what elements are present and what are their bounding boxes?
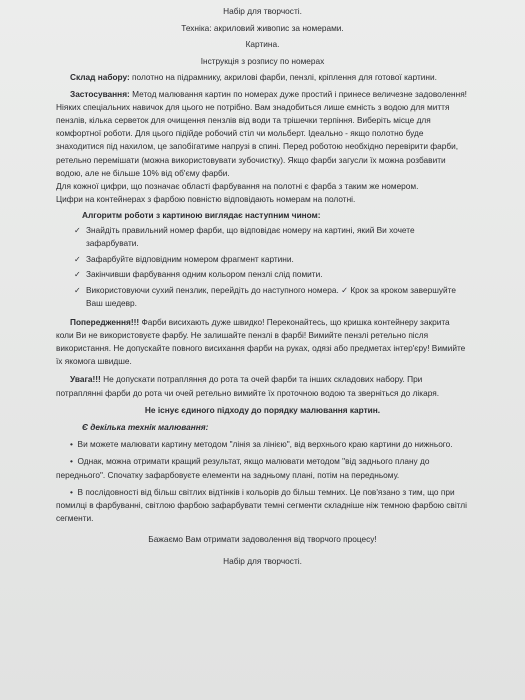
step-text: Закінчивши фарбування одним кольором пензлі слід помити. [86,269,323,280]
algorithm-step [74,284,469,310]
technique-item [56,486,469,526]
technique-text: Ви можете малювати картину методом "лінія за лінією", від верхнього краю картини до нижнього. [77,439,453,450]
usage-line-numbers: Цифри на контейнерах з фарбою повністю відповідають номерам на полотні. [56,194,356,205]
algorithm-step [74,224,469,250]
header-painting: Картина. [245,39,280,50]
bullet-icon: • [70,486,73,497]
usage-text: Метод малювання картин по номерах дуже простий і принесе величезне задоволення! Ніяких спеціальних навичок для цього не потрібно. Вам знадобиться лише ємність з водою для миття пензлів, кілька серветок для очищення пензлів від води та трішечки терпіння. Виберіть місце для комфортної роботи. Для цього підійде робочий стіл чи мольберт. Ідеально - якщо полотно буде знаходитися під нахилом, це запобігатиме напрузі в спині. Перед роботою необхідно перевірити фарби, ретельно перемішати (можна використовувати зубочистку). Якщо фарби загусли їх можна розбавити водою, але не більше 10% від об'єму фарби. [56,88,467,178]
bullet-icon: • [70,439,73,450]
kit-label: Склад набору: [70,72,130,83]
header-instruction: Інструкція з розпису по номерах [200,55,325,66]
warning-text: Фарби висихають дуже швидко! Переконайтесь, що кришка контейнеру закрита коли Ви не використовуєте фарбу. Не залишайте пензлі в фарбі! Вимийте пензлі ретельно після використання. Не допускайте повного висихання фарби на руках, одязі або предметах інтер'єру! Вимийте їх якомога швидше. [56,316,466,367]
attention-label: Увага!!! [70,374,101,385]
check-icon: ✓ [74,286,81,296]
technique-text: В послідовності від більш світлих відтінків і кольорів до більш темних. Це пов'язано з тим, що при помилці в фарбуванні, світлою фарбою зафарбувати темні сегменти складніше ніж темною фарбою світлі сегменти. [56,486,467,524]
header-technique: Техніка: акриловий живопис за номерами. [181,22,344,33]
kit-contents [56,71,469,84]
step-text: Знайдіть правильний номер фарби, що відповідає номеру на картині, який Ви хочете зафарбувати. [86,224,415,248]
no-single-approach: Не існує єдиного підходу до порядку малювання картин. [144,404,381,415]
technique-text: Однак, можна отримати кращий результат, якщо малювати методом "від заднього плану до переднього". Спочатку зафарбовуєте елементи на задньому плані, потім на передньому. [56,456,430,480]
attention-text: Не допускати потрапляння до рота та очей фарби та інших складових набору. При потраплянні фарби до рота чи очей ретельно вимийте їх проточною водою та зверніться до лікаря. [56,374,440,398]
footer-signature: Набір для творчості. [223,555,302,566]
algorithm-step [74,253,469,266]
step-text: Використовуючи сухий пензлик, перейдіть до наступного номера. ✓ Крок за кроком завершуйте Ваш шедевр. [86,285,456,309]
footer-wish: Бажаємо Вам отримати задоволення від творчого процесу! [148,534,377,545]
techniques-heading: Є декілька технік малювання: [82,422,209,433]
header-kit-title: Набір для творчості. [223,6,302,16]
usage-label: Застосування: [70,88,130,99]
check-icon: ✓ [74,254,81,264]
check-icon: ✓ [74,270,81,280]
attention-paragraph [56,373,469,399]
usage-paragraph [56,88,469,180]
warning-label: Попередження!!! [70,316,140,327]
check-icon: ✓ [74,225,81,235]
algorithm-heading: Алгоритм роботи з картиною виглядає наступним чином: [82,210,321,221]
warning-paragraph [56,316,469,369]
technique-item [56,438,469,451]
algorithm-steps [56,224,469,311]
usage-line-colors: Для кожної цифри, що позначає області фарбування на полотні є фарба з таким же номером. [56,181,419,191]
kit-text: полотно на підрамнику, акрилові фарби, пензлі, кріплення для готової картини. [129,72,437,83]
step-text: Зафарбуйте відповідним номером фрагмент картини. [86,253,294,264]
bullet-icon: • [70,456,73,467]
technique-item [56,455,469,481]
algorithm-step [74,268,469,281]
